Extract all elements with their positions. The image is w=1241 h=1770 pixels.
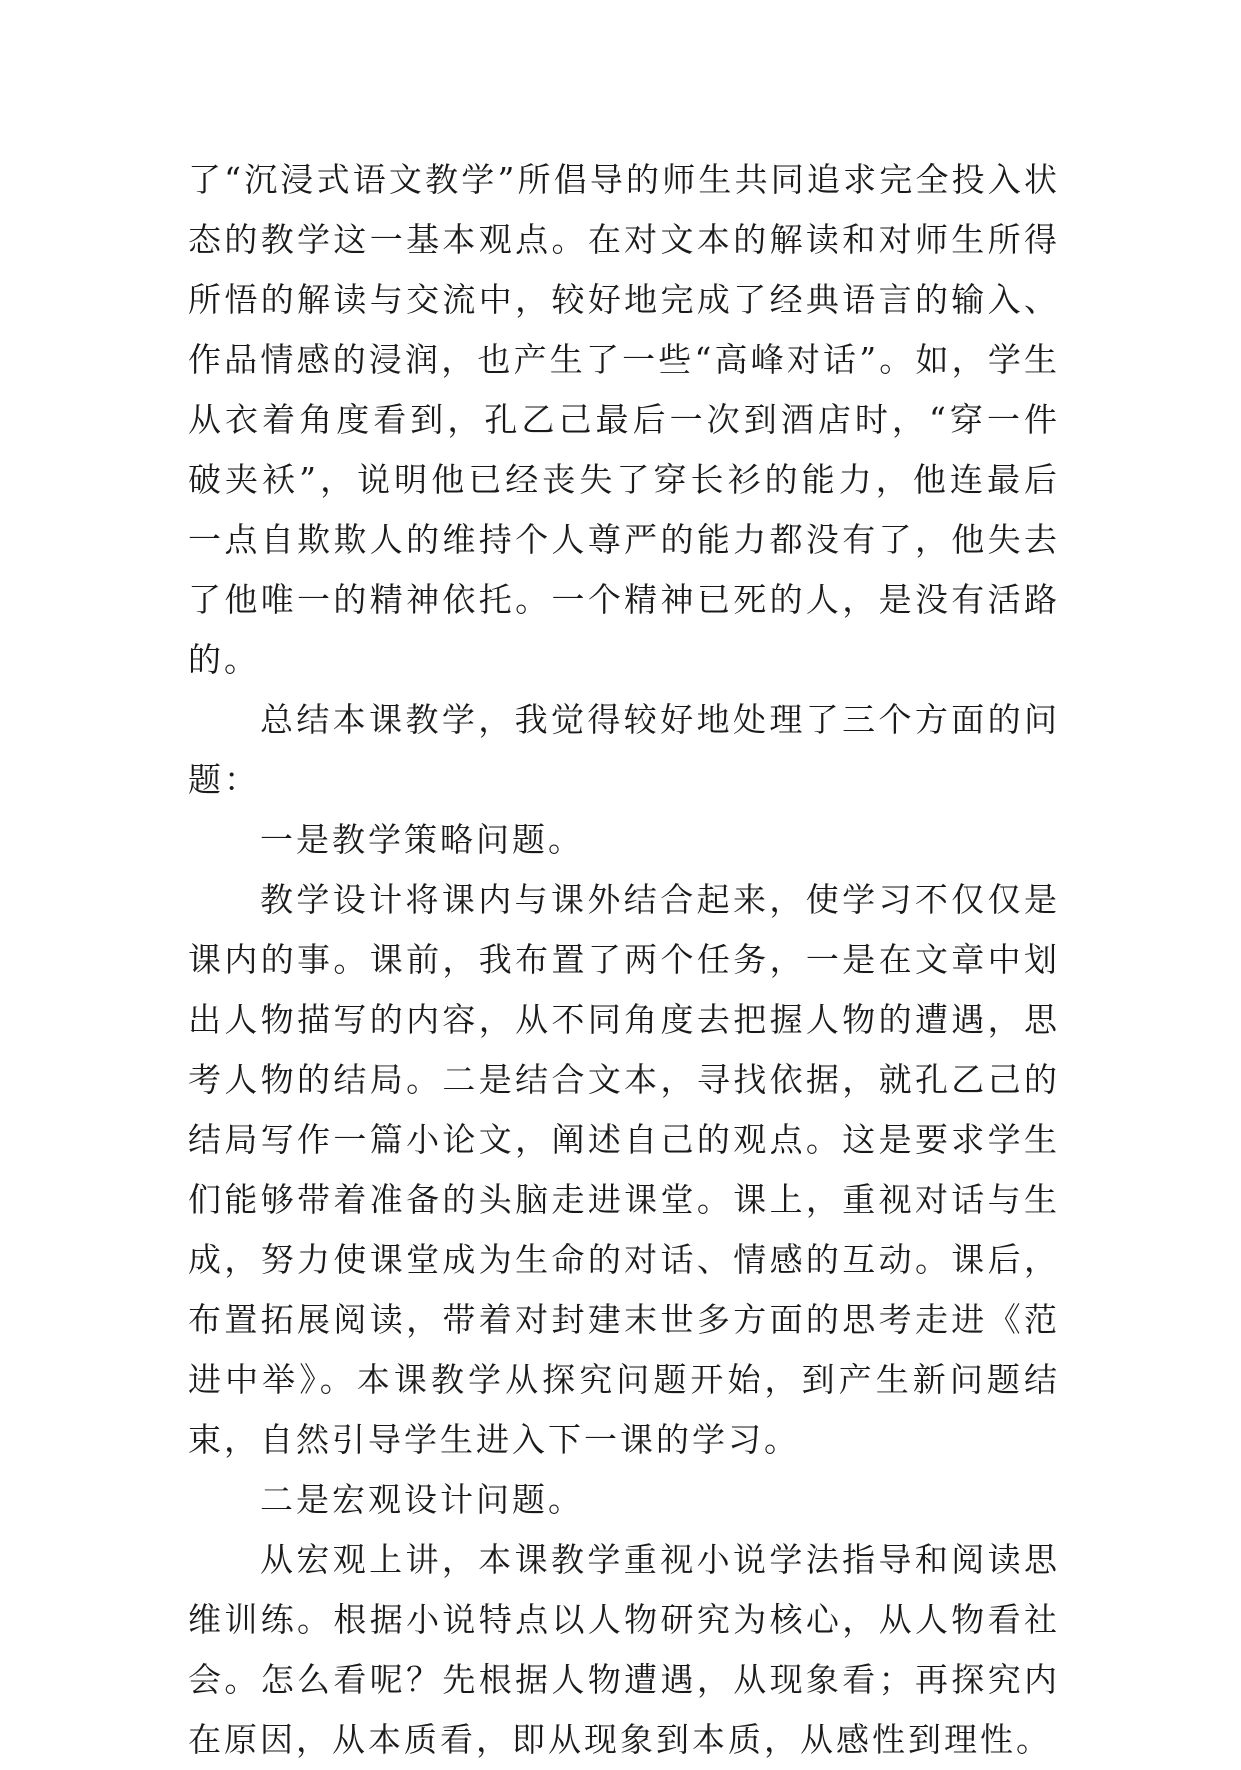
paragraph-heading-strategy: 一是教学策略问题。	[260, 820, 584, 859]
paragraph-summary-intro: 总结本课教学，我觉得较好地处理了三个方面的问题：	[188, 700, 1060, 799]
paragraph-macro-design-detail: 从宏观上讲，本课教学重视小说学法指导和阅读思维训练。根据小说特点以人物研究为核心，从人物看社会。怎么看呢？先根据人物遭遇，从现象看；再探究内在原因，从本质看，即从现象到本质，从感性到理性。	[188, 1540, 1060, 1759]
document-body	[188, 150, 1060, 1770]
paragraph-continuation: 了“沉浸式语文教学”所倡导的师生共同追求完全投入状态的教学这一基本观点。在对文本的解读和对师生所得所悟的解读与交流中，较好地完成了经典语言的输入、作品情感的浸润，也产生了一些“高峰对话”。如，学生从衣着角度看到，孔乙己最后一次到酒店时，“穿一件破夹袄”，说明他已经丧失了穿长衫的能力，他连最后一点自欺欺人的维持个人尊严的能力都没有了，他失去了他唯一的精神依托。一个精神已死的人，是没有活路的。	[188, 160, 1060, 679]
paragraph-heading-macro-design: 二是宏观设计问题。	[260, 1480, 584, 1519]
paragraph-strategy-detail: 教学设计将课内与课外结合起来，使学习不仅仅是课内的事。课前，我布置了两个任务，一是在文章中划出人物描写的内容，从不同角度去把握人物的遭遇，思考人物的结局。二是结合文本，寻找依据，就孔乙己的结局写作一篇小论文，阐述自己的观点。这是要求学生们能够带着准备的头脑走进课堂。课上，重视对话与生成，努力使课堂成为生命的对话、情感的互动。课后，布置拓展阅读，带着对封建末世多方面的思考走进《范进中举》。本课教学从探究问题开始，到产生新问题结束，自然引导学生进入下一课的学习。	[188, 880, 1060, 1459]
